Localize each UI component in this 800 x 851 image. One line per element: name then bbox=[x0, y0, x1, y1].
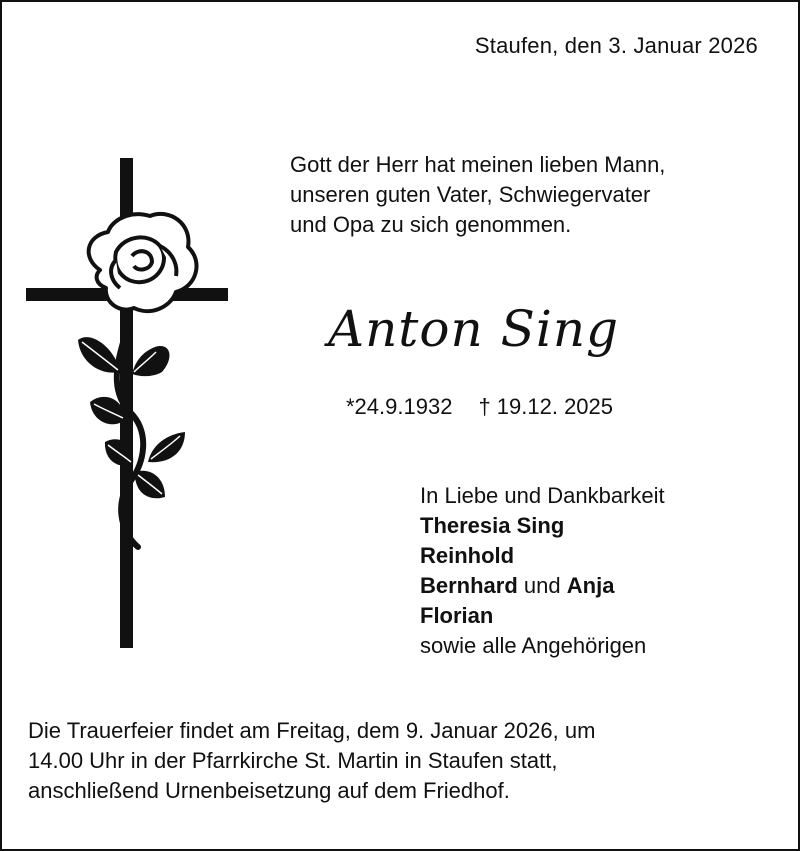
mourner-name: Bernhard bbox=[420, 573, 518, 598]
mourners-closing: sowie alle Angehörigen bbox=[420, 633, 647, 658]
life-dates bbox=[346, 394, 613, 420]
mourners-intro: In Liebe und Dankbarkeit bbox=[420, 483, 665, 508]
deceased-name: Anton Sing bbox=[328, 300, 620, 358]
funeral-line: 14.00 Uhr in der Pfarrkirche St. Martin in Staufen statt, bbox=[28, 748, 558, 773]
mourner-name: Reinhold bbox=[420, 543, 515, 568]
intro-text bbox=[290, 150, 665, 240]
mourner-name: Theresia Sing bbox=[420, 513, 565, 538]
cross-with-rose-icon bbox=[20, 152, 235, 652]
mourner-pair bbox=[420, 571, 665, 601]
mourner-conjunction: und bbox=[523, 573, 561, 598]
death-date: † 19.12. 2025 bbox=[478, 394, 614, 419]
funeral-line: Die Trauerfeier findet am Freitag, dem 9. Januar 2026, um bbox=[28, 718, 596, 743]
mourners-block bbox=[420, 481, 665, 661]
place-date: Staufen, den 3. Januar 2026 bbox=[474, 33, 758, 58]
intro-line: und Opa zu sich genommen. bbox=[290, 212, 572, 237]
mourner-name: Anja bbox=[566, 573, 615, 598]
intro-line: unseren guten Vater, Schwiegervater bbox=[290, 182, 651, 207]
birth-date: *24.9.1932 bbox=[346, 394, 453, 419]
funeral-notice bbox=[28, 716, 595, 806]
intro-line: Gott der Herr hat meinen lieben Mann, bbox=[290, 152, 666, 177]
funeral-line: anschließend Urnenbeisetzung auf dem Friedhof. bbox=[28, 778, 510, 803]
mourner-name: Florian bbox=[420, 603, 494, 628]
